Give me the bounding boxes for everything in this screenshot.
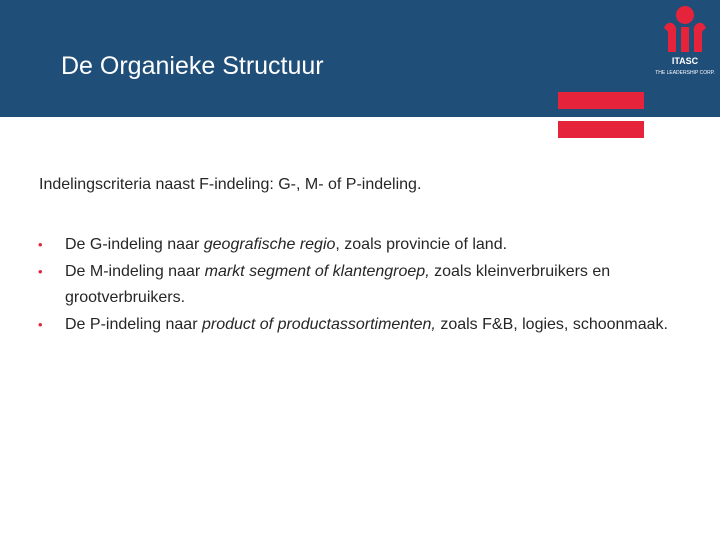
bullet-text-before: De M-indeling naar bbox=[65, 262, 205, 280]
bullet-item-g-indeling bbox=[38, 232, 710, 259]
slide-title: De Organieke Structuur bbox=[61, 52, 324, 80]
bullet-text-after: zoals F&B, logies, schoonmaak. bbox=[435, 315, 668, 333]
bullet-text-emphasis: product of productassortimenten, bbox=[201, 315, 436, 333]
bullet-dot-icon: • bbox=[38, 316, 43, 332]
bullet-list bbox=[38, 232, 710, 338]
bullet-text-after: , zoals provincie of land. bbox=[335, 236, 508, 253]
bullet-text-before: De P-indeling naar bbox=[65, 315, 202, 333]
intro-text: Indelingscriteria naast F-indeling: G-, M- of P-indeling. bbox=[39, 176, 422, 193]
logo-tagline: THE LEADERSHIP CORP. bbox=[655, 70, 715, 76]
accent-stripe-top bbox=[558, 92, 644, 109]
itasc-logo-icon bbox=[652, 2, 718, 58]
accent-stripe-bottom bbox=[558, 121, 644, 138]
bullet-item-m-indeling bbox=[38, 259, 710, 312]
bullet-text-after: zoals kleinverbruikers en grootverbruikers. bbox=[65, 262, 611, 306]
bullet-dot-icon: • bbox=[38, 237, 43, 252]
itasc-logo bbox=[652, 2, 718, 82]
bullet-text-before: De G-indeling naar bbox=[65, 236, 204, 253]
logo-name: ITASC bbox=[671, 56, 699, 66]
bullet-text-emphasis: markt segment of klantengroep, bbox=[204, 262, 430, 280]
bullet-dot-icon: • bbox=[38, 263, 43, 279]
bullet-item-p-indeling bbox=[38, 312, 710, 339]
bullet-text-emphasis: geografische regio bbox=[203, 236, 336, 253]
